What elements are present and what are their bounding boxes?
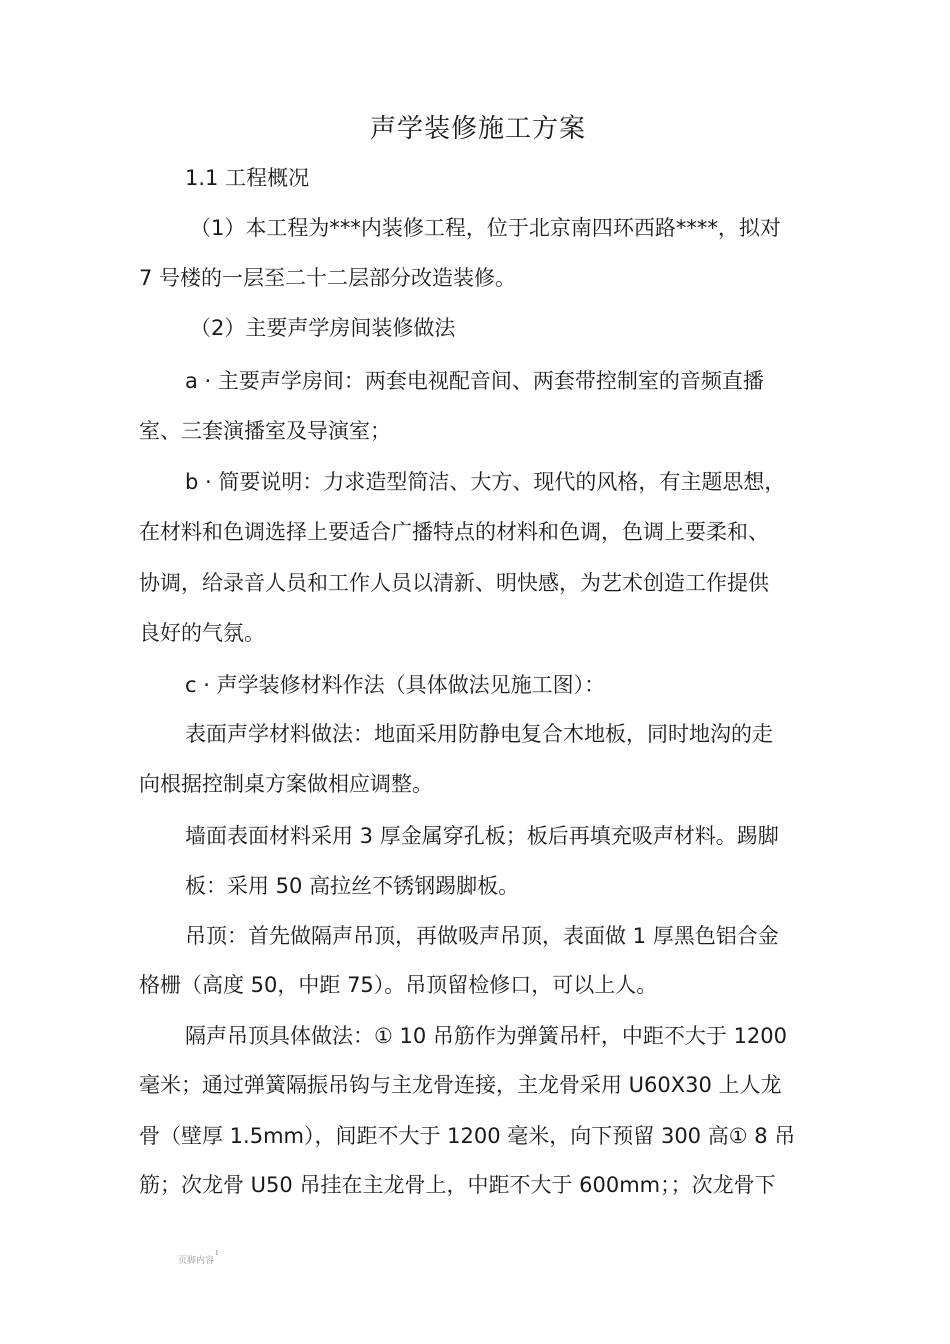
- paragraph-line: 室、三套演播室及导演室；: [139, 419, 391, 443]
- paragraph-line: 骨（壁厚 1.5mm），间距不大于 1200 毫米，向下预留 300 高① 8 吊: [139, 1124, 796, 1148]
- paragraph-line: 吊顶：首先做隔声吊顶，再做吸声吊顶，表面做 1 厚黑色铝合金: [185, 924, 779, 948]
- paragraph-line: a · 主要声学房间：两套电视配音间、两套带控制室的音频直播: [185, 369, 764, 393]
- page-footer: [178, 1250, 219, 1266]
- paragraph-line: 隔声吊顶具体做法：① 10 吊筋作为弹簧吊杆，中距不大于 1200: [185, 1024, 788, 1048]
- paragraph-line: 毫米；通过弹簧隔振吊钩与主龙骨连接，主龙骨采用 U60X30 上人龙: [139, 1073, 782, 1097]
- paragraph-line: （2）主要声学房间装修做法: [190, 316, 456, 340]
- paragraph-line: 墙面表面材料采用 3 厚金属穿孔板；板后再填充吸声材料。踢脚: [185, 824, 779, 848]
- paragraph-line: 协调，给录音人员和工作人员以清新、明快感，为艺术创造工作提供: [139, 571, 769, 595]
- paragraph-line: 向根据控制桌方案做相应调整。: [139, 772, 433, 796]
- paragraph-line: （1）本工程为***内装修工程，位于北京南四环西路****，拟对: [190, 216, 781, 240]
- paragraph-line: 板：采用 50 高拉丝不锈钢踢脚板。: [185, 874, 520, 898]
- paragraph-line: c · 声学装修材料作法（具体做法见施工图）：: [185, 673, 606, 697]
- paragraph-line: 在材料和色调选择上要适合广播特点的材料和色调，色调上要柔和、: [139, 520, 769, 544]
- paragraph-line: b · 简要说明：力求造型简洁、大方、现代的风格，有主题思想，: [185, 470, 786, 494]
- paragraph-line: 7 号楼的一层至二十二层部分改造装修。: [139, 266, 517, 290]
- document-title: 声学装修施工方案: [369, 114, 586, 144]
- paragraph-line: 良好的气氛。: [139, 621, 265, 645]
- section-heading: 1.1 工程概况: [185, 166, 310, 190]
- paragraph-line: 筋；次龙骨 U50 吊挂在主龙骨上，中距不大于 600mm；；次龙骨下: [139, 1173, 776, 1197]
- paragraph-line: 表面声学材料做法：地面采用防静电复合木地板，同时地沟的走: [185, 722, 773, 746]
- footer-text: 页脚内容: [178, 1256, 215, 1266]
- page-number: 1: [215, 1250, 219, 1257]
- paragraph-line: 格栅（高度 50，中距 75）。吊顶留检修口，可以上人。: [139, 973, 658, 997]
